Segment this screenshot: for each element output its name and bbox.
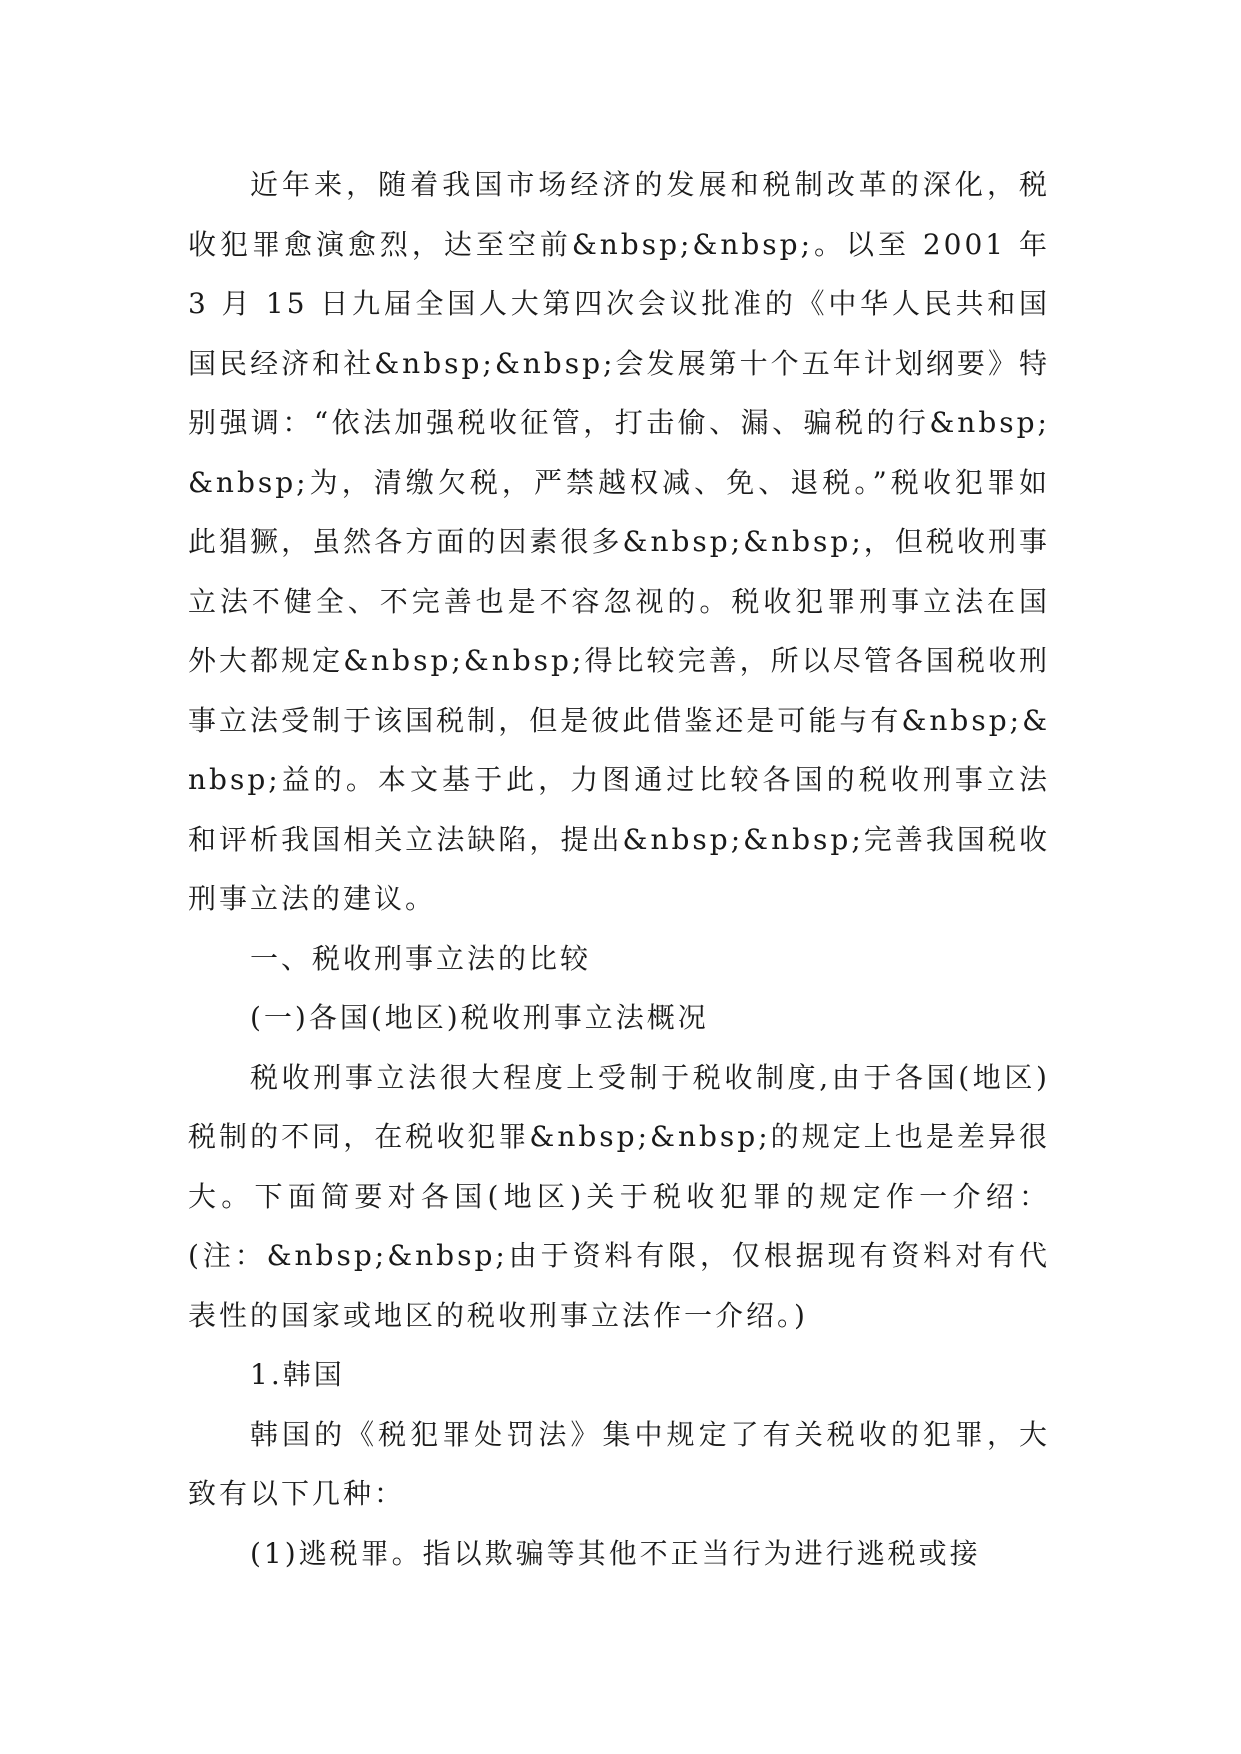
tax-evasion-paragraph: (1)逃税罪。指以欺骗等其他不正当行为进行逃税或接 [250,1536,981,1570]
overview-paragraph: 税收刑事立法很大程度上受制于税收制度,由于各国(地区)税制的不同，在税收犯罪&nbsp;&nbsp;的规定上也是差异很大。下面简要对各国(地区)关于税收犯罪的规定作一介绍：(注：&nbsp;&nbsp;由于资料有限，仅根据现有资料对有代表性的国家或地区的税收刑事立法作一介绍。) [188,1060,1050,1332]
intro-paragraph: 近年来，随着我国市场经济的发展和税制改革的深化，税收犯罪愈演愈烈，达至空前&nbsp;&nbsp;。以至 2001 年 3 月 15 日九届全国人大第四次会议批准的《中华人民共和国国民经济和社&nbsp;&nbsp;会发展第十个五年计划纲要》特别强调：“依法加强税收征管，打击偷、漏、骗税的行&nbsp;&nbsp;为，清缴欠税，严禁越权减、免、退税。”税收犯罪如此猖獗，虽然各方面的因素很多&nbsp;&nbsp;，但税收刑事立法不健全、不完善也是不容忽视的。税收犯罪刑事立法在国外大都规定&nbsp;&nbsp;得比较完善，所以尽管各国税收刑事立法受制于该国税制，但是彼此借鉴还是可能与有&nbsp;&nbsp;益的。本文基于此，力图通过比较各国的税收刑事立法和评析我国相关立法缺陷，提出&nbsp;&nbsp;完善我国税收刑事立法的建议。 [188,168,1050,915]
document-page [188,155,1050,1583]
korea-paragraph: 韩国的《税犯罪处罚法》集中规定了有关税收的犯罪，大致有以下几种： [188,1417,1050,1510]
country-heading-korea: 1.韩国 [250,1358,345,1391]
section-heading: 一、税收刑事立法的比较 [250,941,592,975]
subsection-heading: (一)各国(地区)税收刑事立法概况 [250,1001,709,1034]
